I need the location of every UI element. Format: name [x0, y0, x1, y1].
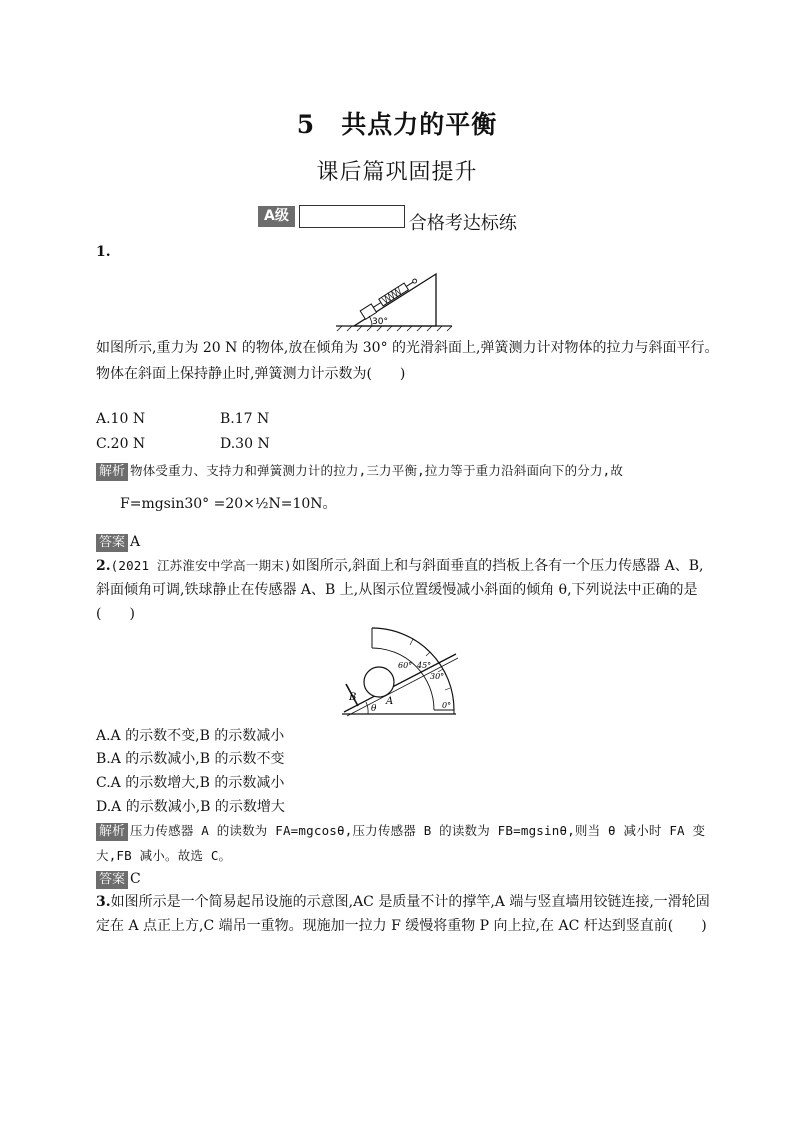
q1-analysis-tag: 解析 [96, 463, 128, 481]
q1-option-a: A.10 N [96, 411, 146, 427]
level-box [299, 205, 405, 228]
q2-option-c: C.A 的示数增大,B 的示数减小 [96, 775, 285, 791]
q3-stem-line1 [96, 892, 736, 912]
label-45: 45° [417, 661, 432, 670]
label-theta: θ [371, 704, 377, 714]
q1-analysis-text: 物体受重力、支持力和弹簧测力计的拉力,三力平衡,拉力等于重力沿斜面向下的分力,故 [130, 463, 624, 478]
q2-answer-value: C [130, 871, 141, 887]
q3-number: 3. [96, 894, 111, 910]
q1-answer [96, 531, 140, 552]
q2-analysis-text1: 压力传感器 A 的读数为 FA=mgcosθ,压力传感器 B 的读数为 FB=mgsinθ,则当 θ 减小时 FA 变 [130, 823, 706, 838]
page-title: 5 共点力的平衡 [296, 110, 498, 139]
label-0: 0° [442, 701, 452, 710]
q2-answer [96, 868, 141, 889]
level-text: 合格考达标练 [408, 213, 517, 234]
q2-answer-tag: 答案 [96, 871, 128, 889]
q2-analysis-tag: 解析 [96, 823, 128, 841]
level-header [258, 203, 517, 234]
q2-stem-text: 如图所示,斜面上和与斜面垂直的挡板上各有一个压力传感器 A、B, [291, 558, 704, 574]
q3-stem-text: 如图所示是一个简易起吊设施的示意图,AC 是质量不计的撑竿,A 端与竖直墙用铰链连接,一滑轮固 [110, 894, 710, 910]
incline-angle-label: 30° [372, 317, 388, 327]
q1-analysis [96, 460, 736, 481]
protractor-figure [338, 624, 462, 719]
q1-option-d: D.30 N [220, 436, 270, 452]
q1-number: 1. [96, 244, 111, 260]
page-subtitle: 课后篇巩固提升 [316, 160, 478, 185]
q2-source: (2021 江苏淮安中学高一期末) [110, 558, 292, 573]
q1-stem-line1: 如图所示,重力为 20 N 的物体,放在倾角为 30° 的光滑斜面上,弹簧测力计对物体的拉力与斜面平行。 [96, 340, 719, 356]
q2-stem-line3: ( ) [96, 606, 135, 622]
level-badge: A级 [258, 206, 295, 227]
q2-analysis [96, 820, 736, 841]
q2-stem-line1 [96, 556, 736, 576]
q2-analysis-text2: 大,FB 减小。故选 C。 [96, 848, 232, 863]
q2-option-b: B.A 的示数减小,B 的示数不变 [96, 751, 285, 767]
label-a: A [386, 696, 394, 707]
incline-figure [334, 262, 460, 332]
q1-stem-line2: 物体在斜面上保持静止时,弹簧测力计示数为( ) [96, 366, 406, 382]
q2-stem-line2: 斜面倾角可调,铁球静止在传感器 A、B 上,从图示位置缓慢减小斜面的倾角 θ,下列说法中正确的是 [96, 582, 698, 598]
q2-option-d: D.A 的示数减小,B 的示数增大 [96, 799, 285, 815]
label-60: 60° [398, 661, 413, 670]
q2-number: 2. [96, 558, 111, 574]
q3-stem-line2: 定在 A 点正上方,C 端吊一重物。现施加一拉力 F 缓慢将重物 P 向上拉,在 AC 杆达到竖直前( ) [96, 918, 707, 934]
label-b: B [349, 692, 357, 703]
q1-option-c: C.20 N [96, 436, 146, 452]
q2-option-a: A.A 的示数不变,B 的示数减小 [96, 728, 285, 744]
q1-answer-tag: 答案 [96, 534, 128, 552]
q1-option-b: B.17 N [220, 411, 270, 427]
label-30: 30° [430, 672, 445, 681]
q1-answer-value: A [130, 534, 141, 550]
q1-formula: F=mgsin30° =20×½N=10N。 [120, 496, 337, 512]
